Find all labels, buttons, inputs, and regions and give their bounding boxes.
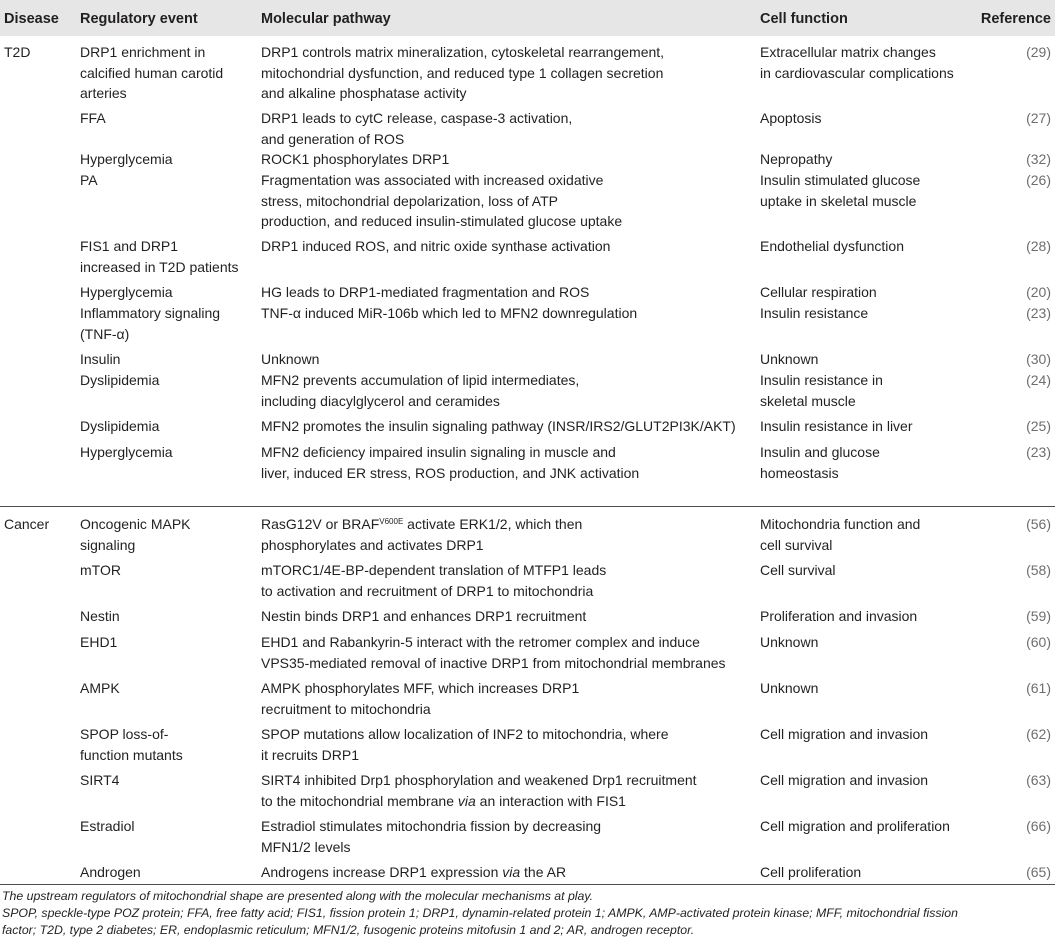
molecular-pathway-cell: HG leads to DRP1-mediated fragmentation and ROS (261, 284, 590, 300)
reference-cell: (60) (1026, 634, 1051, 650)
table-bottom-rule (0, 884, 1055, 885)
molecular-pathway-cell: MFN2 promotes the insulin signaling pathway (INSR/IRS2/GLUT2PI3K/AKT) (261, 418, 736, 434)
regulatory-event-cell: mTOR (80, 562, 121, 578)
molecular-pathway-cell: ROCK1 phosphorylates DRP1 (261, 151, 450, 167)
regulatory-event-cell: Dyslipidemia (80, 372, 160, 388)
molecular-pathway-cell: Androgens increase DRP1 expression via the AR (261, 864, 567, 880)
reference-cell: (23) (1026, 444, 1051, 460)
cell-function-cell: Mitochondria function and cell survival (760, 516, 921, 553)
reference-cell: (58) (1026, 562, 1051, 578)
reference-cell: (32) (1026, 151, 1051, 167)
cell-function-cell: Insulin resistance in liver (760, 418, 913, 434)
reference-cell: (61) (1026, 680, 1051, 696)
cell-function-cell: Unknown (760, 634, 819, 650)
header-disease: Disease (4, 11, 59, 27)
footnote-line: factor; T2D, type 2 diabetes; ER, endoplasmic reticulum; MFN1/2, fusogenic proteins mitofusin 1 and 2; AR, androgen receptor. (2, 923, 695, 937)
cell-function-cell: Unknown (760, 680, 819, 696)
regulatory-event-cell: DRP1 enrichment in calcified human carotid arteries (80, 44, 224, 101)
regulatory-event-cell: Oncogenic MAPK signaling (80, 516, 191, 553)
reference-cell: (24) (1026, 372, 1051, 388)
cell-function-cell: Cell migration and invasion (760, 726, 929, 742)
cell-function-cell: Insulin resistance (760, 305, 869, 321)
reference-cell: (66) (1026, 818, 1051, 834)
regulatory-event-cell: Hyperglycemia (80, 444, 173, 460)
molecular-pathway-cell: Nestin binds DRP1 and enhances DRP1 recruitment (261, 608, 587, 624)
reference-cell: (28) (1026, 238, 1051, 254)
cell-function-cell: Insulin resistance in skeletal muscle (760, 372, 883, 409)
cell-function-cell: Cell proliferation (760, 864, 862, 880)
molecular-pathway-cell: TNF-α induced MiR-106b which led to MFN2 downregulation (261, 305, 638, 321)
molecular-pathway-cell: DRP1 controls matrix mineralization, cytoskeletal rearrangement, mitochondrial dysfunction, and reduced type 1 collagen secretion and alkaline phosphatase activity (261, 44, 665, 101)
cell-function-cell: Insulin and glucose homeostasis (760, 444, 880, 481)
reference-cell: (30) (1026, 351, 1051, 367)
molecular-pathway-cell: MFN2 deficiency impaired insulin signaling in muscle and liver, induced ER stress, ROS production, and JNK activation (261, 444, 640, 481)
regulatory-event-cell: Hyperglycemia (80, 284, 173, 300)
reference-cell: (56) (1026, 516, 1051, 532)
reference-cell: (20) (1026, 284, 1051, 300)
cell-function-cell: Cell migration and invasion (760, 772, 929, 788)
header-reference: Reference (980, 11, 1051, 27)
regulatory-event-cell: Hyperglycemia (80, 151, 173, 167)
cell-function-cell: Cellular respiration (760, 284, 877, 300)
reference-cell: (59) (1026, 608, 1051, 624)
reference-cell: (25) (1026, 418, 1051, 434)
section-divider (0, 506, 1055, 507)
disease-cell: T2D (4, 44, 31, 60)
regulatory-event-cell: Nestin (80, 608, 120, 624)
footnote-line: The upstream regulators of mitochondrial shape are presented along with the molecular mechanisms at play. (2, 889, 594, 903)
reference-cell: (29) (1026, 44, 1051, 60)
cell-function-cell: Cell survival (760, 562, 836, 578)
header-regulatory-event: Regulatory event (80, 11, 198, 27)
cell-function-cell: Nepropathy (760, 151, 833, 167)
cell-function-cell: Cell migration and proliferation (760, 818, 950, 834)
table-footnotes (2, 888, 1052, 939)
regulatory-event-cell: SIRT4 (80, 772, 120, 788)
cell-function-cell: Apoptosis (760, 110, 822, 126)
molecular-pathway-cell: DRP1 leads to cytC release, caspase-3 activation, and generation of ROS (261, 110, 573, 147)
regulatory-event-cell: PA (80, 172, 98, 188)
cell-function-cell: Unknown (760, 351, 819, 367)
molecular-pathway-cell: RasG12V or $BRAF^{V600E}$ activate ERK1/2, which then phosphorylates and activates DRP1 (261, 516, 583, 553)
reference-cell: (65) (1026, 864, 1051, 880)
molecular-pathway-cell: DRP1 induced ROS, and nitric oxide synthase activation (261, 238, 611, 254)
molecular-pathway-cell: SIRT4 inhibited Drp1 phosphorylation and weakened Drp1 recruitment to the mitochondrial membrane via an interaction with FIS1 (261, 772, 697, 809)
cell-function-cell: Extracellular matrix changes in cardiovascular complications (760, 44, 954, 81)
molecular-pathway-cell: Unknown (261, 351, 320, 367)
regulatory-event-cell: Androgen (80, 864, 141, 880)
header-cell-function: Cell function (760, 11, 848, 27)
molecular-pathway-cell: SPOP mutations allow localization of INF2 to mitochondria, where it recruits DRP1 (261, 726, 669, 763)
cell-function-cell: Insulin stimulated glucose uptake in skeletal muscle (760, 172, 921, 209)
disease-cell: Cancer (4, 516, 50, 532)
reference-cell: (26) (1026, 172, 1051, 188)
cell-function-cell: Endothelial dysfunction (760, 238, 904, 254)
regulatory-event-cell: Estradiol (80, 818, 135, 834)
molecular-pathway-cell: Fragmentation was associated with increased oxidative stress, mitochondrial depolarization, loss of ATP production, and reduced insulin-stimulated glucose uptake (261, 172, 623, 229)
reference-cell: (63) (1026, 772, 1051, 788)
molecular-pathway-cell: MFN2 prevents accumulation of lipid intermediates, including diacylglycerol and ceramides (261, 372, 580, 409)
regulatory-event-cell: Dyslipidemia (80, 418, 160, 434)
regulatory-event-cell: AMPK (80, 680, 120, 696)
molecular-pathway-cell: EHD1 and Rabankyrin-5 interact with the retromer complex and induce VPS35-mediated removal of inactive DRP1 from mitochondrial membranes (261, 634, 726, 671)
molecular-pathway-cell: Estradiol stimulates mitochondria fission by decreasing MFN1/2 levels (261, 818, 602, 855)
regulatory-event-cell: Inflammatory signaling (TNF-α) (80, 305, 221, 342)
cell-function-cell: Proliferation and invasion (760, 608, 918, 624)
reference-cell: (62) (1026, 726, 1051, 742)
reference-cell: (23) (1026, 305, 1051, 321)
regulatory-event-cell: EHD1 (80, 634, 118, 650)
header-molecular-pathway: Molecular pathway (261, 11, 391, 27)
regulatory-event-cell: Insulin (80, 351, 121, 367)
table-header-row (0, 0, 1055, 36)
footnote-line: SPOP, speckle-type POZ protein; FFA, free fatty acid; FIS1, fission protein 1; DRP1, dynamin-related protein 1; AMPK, AMP-activated protein kinase; MFF, mitochondrial fission (2, 906, 958, 920)
regulatory-event-cell: FIS1 and DRP1 increased in T2D patients (80, 238, 239, 275)
reference-cell: (27) (1026, 110, 1051, 126)
molecular-pathway-cell: AMPK phosphorylates MFF, which increases DRP1 recruitment to mitochondria (261, 680, 580, 717)
molecular-pathway-cell: mTORC1/4E-BP-dependent translation of MTFP1 leads to activation and recruitment of DRP1 to mitochondria (261, 562, 607, 599)
regulatory-event-cell: FFA (80, 110, 106, 126)
regulatory-event-cell: SPOP loss-of- function mutants (80, 726, 183, 763)
